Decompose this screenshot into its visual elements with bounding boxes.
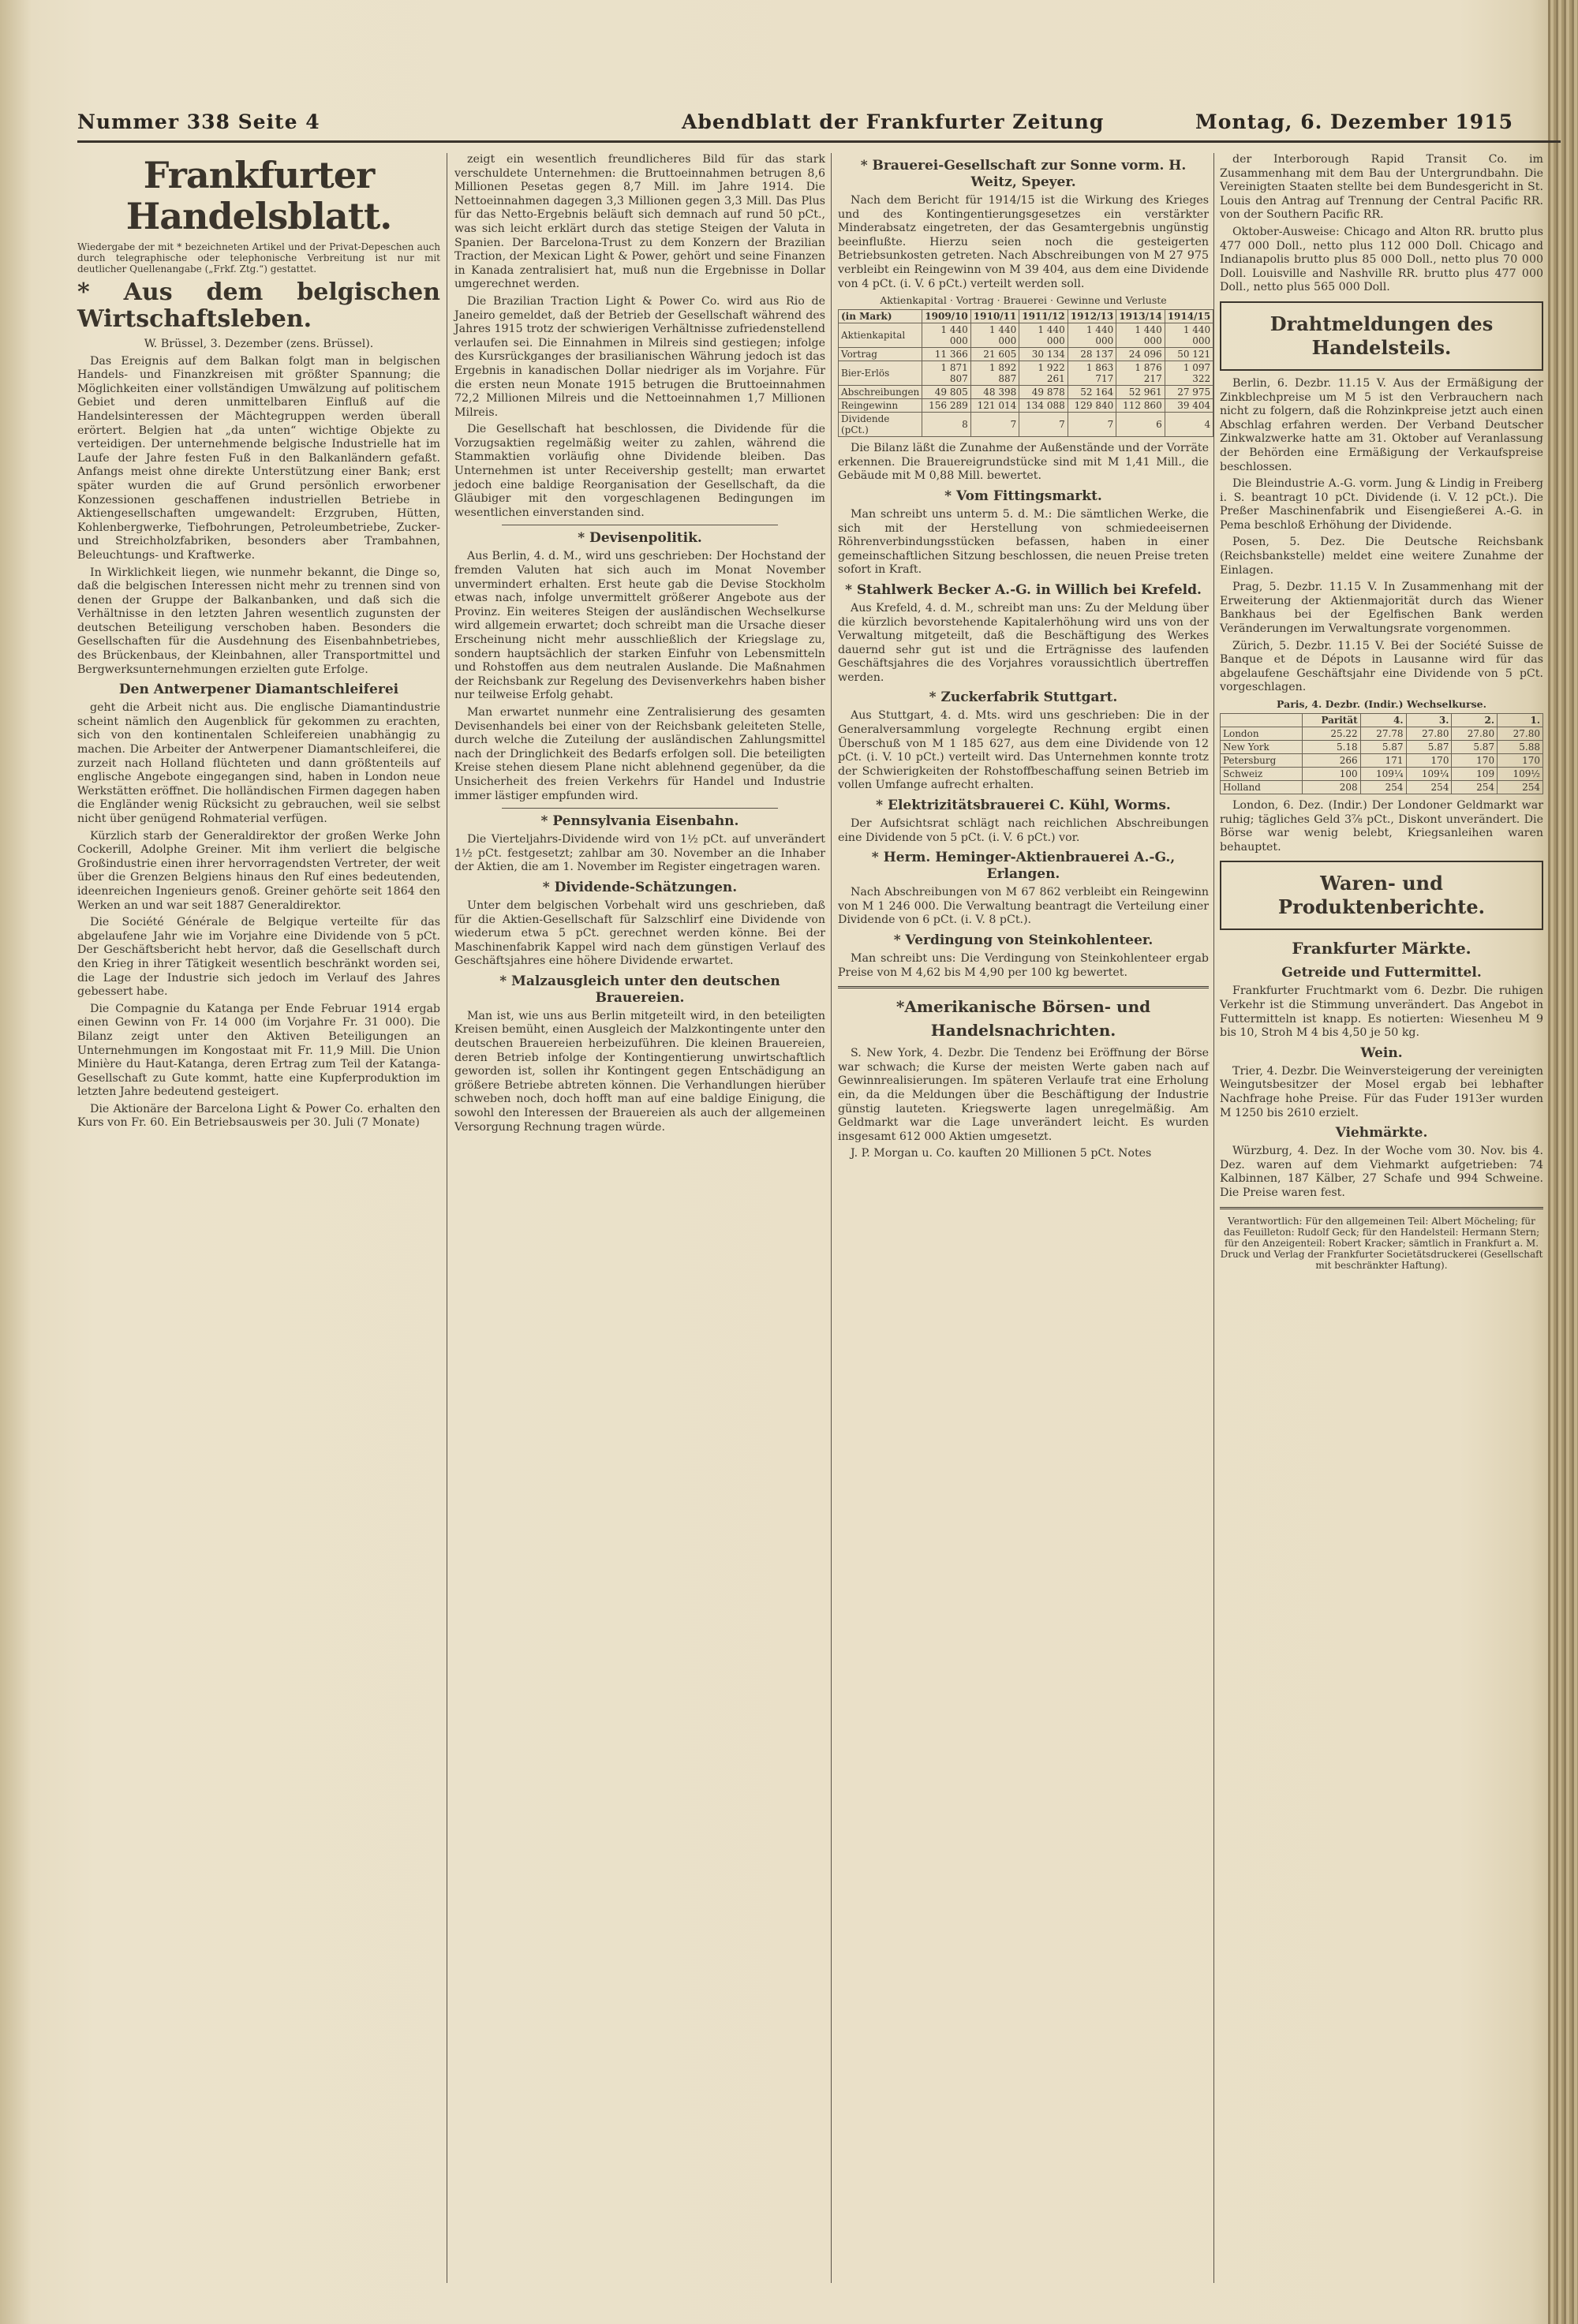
page-number: Nummer 338 Seite 4 (77, 110, 320, 133)
article-paragraph: Man schreibt uns: Die Verdingung von Steinkohlenteer ergab Preise von M 4,62 bis M 4,90 per 100 kg bewertet. (838, 952, 1209, 979)
table-header-cell (1221, 714, 1303, 727)
table-cell: 1 440 000 (1165, 323, 1213, 348)
table-cell: 27.80 (1452, 727, 1498, 741)
table-cell: 254 (1406, 781, 1452, 794)
article-paragraph: Oktober-Ausweise: Chicago and Alton RR. brutto plus 477 000 Doll., netto plus 112 000 Doll. Chicago and Indianapolis brutto plus 85 000 Doll., netto plus 70 000 Doll. Louisville and Nashville RR. brutto plus 477 000 Doll., netto plus 565 000 Doll. (1220, 225, 1543, 294)
table-cell: 6 (1116, 413, 1165, 437)
table-cell: 1 440 000 (970, 323, 1019, 348)
table-cell: 170 (1498, 754, 1543, 768)
table-cell: 27.80 (1498, 727, 1543, 741)
subheading: Getreide und Futtermittel. (1281, 965, 1482, 981)
section-title: Frankfurter Handelsblatt. (125, 154, 392, 237)
table-cell: 129 840 (1068, 399, 1116, 413)
table-header-cell: 1914/15 (1165, 310, 1213, 323)
section-heading: *Amerikanische Börsen- und Handelsnachrichten. (896, 997, 1151, 1041)
article-paragraph: Die Bilanz läßt die Zunahme der Außenstände und der Vorräte erkennen. Die Brauereigrundstücke sind mit M 1,41 Mill., die Gebäude mit M 0,88 Mill. bewertet. (838, 442, 1209, 483)
article-paragraph: Berlin, 6. Dezbr. 11.15 V. Aus der Ermäßigung der Zinkblechpreise um M 5 ist den Verbrauchern nach nicht zu folgern, daß die Rohzinkpreise jetzt auch einen Abschlag erfahren werden. Der Verband Deutscher Zinkwalzwerke hatte am 31. Oktober auf Veranlassung der Behörden eine Ermäßigung der Verkaufspreise beschlossen. (1220, 376, 1543, 473)
table-cell: New York (1221, 741, 1303, 754)
table-cell: 21 605 (970, 348, 1019, 361)
subheading: * Dividende-Schätzungen. (542, 879, 738, 895)
table-cell: 121 014 (970, 399, 1019, 413)
article-paragraph: Die Vierteljahrs-Dividende wird von 1½ pCt. auf unverändert 1½ pCt. festgesetzt; zahlbar am 30. November an die Inhaber der Aktien, die am 1. November im Register eingetragen waren. (454, 833, 825, 874)
table-row (839, 399, 1213, 413)
article-paragraph: Würzburg, 4. Dez. In der Woche vom 30. Nov. bis 4. Dez. waren auf dem Viehmarkt aufgetrieben: 74 Kalbinnen, 187 Kälber, 27 Schafe und 994 Schweine. Die Preise waren fest. (1220, 1145, 1543, 1199)
table-cell: Schweiz (1221, 768, 1303, 781)
table-cell: 24 096 (1116, 348, 1165, 361)
table-cell: 5.87 (1452, 741, 1498, 754)
divider (838, 986, 1209, 988)
column-3 (838, 153, 1209, 2283)
article-paragraph: geht die Arbeit nicht aus. Die englische Diamantindustrie scheint nämlich den Augenblick für gekommen zu erachten, sich von den kontinentalen Schleifereien unabhängig zu machen. Die Arbeiter der Antwerpener Diamantschleiferei, die zurzeit nach Holland flüchteten und dann größtenteils auf englische Angebote eingegangen sind, haben in London neue Werkstätten eröffnet. Die holländischen Firmen dagegen haben die Engländer wenig Rücksicht zu gebrauchen, weil sie selbst nicht über genügend Rohmaterial verfügen. (77, 701, 440, 825)
table-caption: Aktienkapital · Vortrag · Brauerei · Gewinne und Verluste (880, 294, 1167, 307)
table-header-cell: Parität (1302, 714, 1360, 727)
table-cell: 39 404 (1165, 399, 1213, 413)
masthead-title: Abendblatt der Frankfurter Zeitung (682, 110, 1105, 133)
article-paragraph: Man schreibt uns unterm 5. d. M.: Die sämtlichen Werke, die sich mit der Herstellung von schmiedeeisernen Röhrenverbindungsstücken befassen, haben in einer gemeinschaftlichen Sitzung beschlossen, die neuen Preise treten sofort in Kraft. (838, 507, 1209, 577)
subheading: * Devisenpolitik. (578, 530, 702, 547)
table-cell: 254 (1360, 781, 1406, 794)
table-cell: Holland (1221, 781, 1303, 794)
subheading: Wein. (1360, 1044, 1403, 1061)
section-heading: Drahtmeldungen des Handelsteils. (1270, 312, 1494, 359)
table-cell: 1 892 887 (970, 361, 1019, 386)
table-cell: 1 863 717 (1068, 361, 1116, 386)
table-cell: Bier-Erlös (839, 361, 922, 386)
issue-date: Montag, 6. Dezember 1915 (1195, 110, 1513, 133)
table-cell: 109¼ (1360, 768, 1406, 781)
article-paragraph: Die Brazilian Traction Light & Power Co. wird aus Rio de Janeiro gemeldet, daß der Betrieb der Gesellschaft während des Jahres 1915 trotz der schwierigen Verhältnisse zufriedenstellend verlaufen sei. Die Einnahmen in Milreis sind gestiegen; infolge des Kursrückganges der brasilianischen Währung jedoch ist das Ergebnis in kanadischen Dollar niedriger als im Vorjahre. Für die ersten neun Monate 1915 betrugen die Bruttoeinnahmen 72,2 Millionen Milreis und die Nettoeinnahmen 1,7 Millionen Milreis. (454, 294, 825, 419)
table-cell: Abschreibungen (839, 386, 922, 399)
table-cell: 25.22 (1302, 727, 1360, 741)
table-cell: 49 878 (1019, 386, 1068, 399)
table-header-cell: 4. (1360, 714, 1406, 727)
commodity-reports-box (1220, 861, 1543, 930)
article-paragraph: Die Aktionäre der Barcelona Light & Power Co. erhalten den Kurs von Fr. 60. Ein Betriebsausweis per 30. Juli (7 Monate) (77, 1102, 440, 1130)
table-cell: 1 097 322 (1165, 361, 1213, 386)
table-cell: 52 961 (1116, 386, 1165, 399)
imprint: Verantwortlich: Für den allgemeinen Teil: Albert Möcheling; für das Feuilleton: Rudolf Geck; für den Handelsteil: Hermann Stern; für den Anzeigenteil: Robert Kracker; sämtlich in Frankfurt a. M. Druck und Verlag der Frankfurter Societätsdruckerei (Gesellschaft mit beschränkter Haftung). (1220, 1215, 1543, 1271)
table-cell: Aktienkapital (839, 323, 922, 348)
wire-reports-box (1220, 301, 1543, 371)
section-heading: Frankfurter Märkte. (1292, 939, 1471, 958)
table-cell: 1 440 000 (1019, 323, 1068, 348)
article-paragraph: Die Compagnie du Katanga per Ende Februar 1914 ergab einen Gewinn von Fr. 14 000 (im Vorjahre Fr. 31 000). Die Bilanz zeigt unter den Aktiven Beteiligungen an Unternehmungen im Kongostaat mit Fr. 11,9 Mill. Die Union Minière du Haut-Katanga, deren Ertrag zum Teil der Katanga-Gesellschaft zu Gute kommt, hatte eine Kupferproduktion im letzten Jahre bedeutend gesteigert. (77, 1002, 440, 1099)
table-cell: Dividende (pCt.) (839, 413, 922, 437)
subheading: * Herm. Heminger-Aktienbrauerei A.-G., Erlangen. (871, 850, 1176, 883)
article-paragraph: Kürzlich starb der Generaldirektor der großen Werke John Cockerill, Adolphe Greiner. Mit ihm verliert die belgische Großindustrie einen ihrer hervorragendsten Vertreter, der weit über die Grenzen Belgiens hinaus den Ruf eines bedeutenden, ideenreichen Ingenieurs genoß. Greiner gehörte seit 1864 den Werken an und war seit 1887 Generaldirektor. (77, 829, 440, 912)
table-cell: 30 134 (1019, 348, 1068, 361)
column-rule (1213, 153, 1214, 2283)
article-paragraph: J. P. Morgan u. Co. kauften 20 Millionen 5 pCt. Notes (851, 1147, 1152, 1160)
article-paragraph: Unter dem belgischen Vorbehalt wird uns geschrieben, daß für die Aktien-Gesellschaft für Salzschlirf eine Dividende von wiederum etwa 5 pCt. gerechnet werden könne. Bei der Maschinenfabrik Kappel wird nach dem günstigen Verlauf des Geschäftsjahres eine höhere Dividende erwartet. (454, 899, 825, 968)
table-cell: 52 164 (1068, 386, 1116, 399)
book-binding-edge (1548, 0, 1578, 2324)
table-row (839, 348, 1213, 361)
page-header (77, 107, 1561, 143)
table-cell: Petersburg (1221, 754, 1303, 768)
table-header-cell: 3. (1406, 714, 1452, 727)
brewery-results-table (838, 309, 1213, 437)
table-cell: 28 137 (1068, 348, 1116, 361)
table-cell: 1 440 000 (922, 323, 970, 348)
divider (502, 808, 778, 809)
section-heading: Waren- und Produktenberichte. (1278, 872, 1485, 919)
table-cell: London (1221, 727, 1303, 741)
article-paragraph: S. New York, 4. Dezbr. Die Tendenz bei Eröffnung der Börse war schwach; die Kurse der meisten Werte gaben nach auf Gewinnrealisierungen. Im späteren Verlaufe trat eine Erholung ein, da die Meldungen über die Beschäftigung der Industrie günstig lauteten. Kriegswerte lagen unregelmäßig. Am Geldmarkt war die Lage unverändert leicht. Es wurden insgesamt 612 000 Aktien umgesetzt. (838, 1047, 1209, 1143)
table-cell: 1 440 000 (1116, 323, 1165, 348)
table-cell: Reingewinn (839, 399, 922, 413)
subheading: * Zuckerfabrik Stuttgart. (929, 689, 1118, 706)
table-header-cell: 1911/12 (1019, 310, 1068, 323)
article-paragraph: Die Gesellschaft hat beschlossen, die Dividende für die Vorzugsaktien regelmäßig weiter zu zahlen, während die Stammaktien vorläufig ohne Dividende bleiben. Das Unternehmen ist unter Receivership gestellt; man erwartet jedoch eine baldige Reorganisation der Gesellschaft, da die Gläubiger mit den vorgeschlagenen Bedingungen im wesentlichen einverstanden sind. (454, 423, 825, 519)
article-paragraph: Zürich, 5. Dezbr. 11.15 V. Bei der Société Suisse de Banque et de Dépots in Lausanne wird für das abgelaufene Geschäftsjahr eine Dividende von 5 pCt. vorgeschlagen. (1220, 639, 1543, 694)
table-header-cell: 1910/11 (970, 310, 1019, 323)
table-cell: 1 922 261 (1019, 361, 1068, 386)
table-cell: 48 398 (970, 386, 1019, 399)
table-cell: 5.18 (1302, 741, 1360, 754)
column-4 (1220, 153, 1543, 2283)
article-paragraph: Die Société Générale de Belgique verteilte für das abgelaufene Jahr wie im Vorjahre eine Dividende von 5 pCt. Der Geschäftsbericht hebt hervor, daß die Gesellschaft durch den Krieg in ihrer Tätigkeit wesentlich beschränkt worden sei, die Lage der Industrie sich jedoch im Verlauf des Jahres gebessert habe. (77, 916, 440, 999)
table-header-cell: (in Mark) (839, 310, 922, 323)
table-cell: Vortrag (839, 348, 922, 361)
subheading: Viehmärkte. (1335, 1125, 1428, 1141)
table-cell: 1 876 217 (1116, 361, 1165, 386)
column-1 (77, 153, 440, 2283)
article-paragraph: Trier, 4. Dezbr. Die Weinversteigerung der vereinigten Weingutsbesitzer der Mosel ergab bei lebhafter Nachfrage hohe Preise. Für das Fuder 1913er wurden M 1250 bis 2610 erzielt. (1220, 1064, 1543, 1119)
article-paragraph: Posen, 5. Dez. Die Deutsche Reichsbank (Reichsbankstelle) meldet eine weitere Zunahme der Einlagen. (1220, 536, 1543, 577)
column-2 (454, 153, 825, 2283)
table-cell: 170 (1452, 754, 1498, 768)
dateline: W. Brüssel, 3. Dezember (zens. Brüssel). (144, 338, 374, 350)
table-cell: 171 (1360, 754, 1406, 768)
subheading: * Pennsylvania Eisenbahn. (540, 813, 739, 830)
article-paragraph: Aus Krefeld, 4. d. M., schreibt man uns: Zu der Meldung über die kürzlich bevorstehende Kapitalerhöhung wird uns von der Verwaltung mitgeteilt, daß die Beschäftigung des Werkes dauernd sehr gut ist und die Erträgnisse des laufenden Geschäftsjahres die des Vorjahres voraussichtlich übertreffen werden. (838, 601, 1209, 684)
table-cell: 8 (922, 413, 970, 437)
table-cell: 7 (1068, 413, 1116, 437)
article-paragraph: Man erwartet nunmehr eine Zentralisierung des gesamten Devisenhandels bei einer von der Reichsbank geleiteten Stelle, durch welche die Zuteilung der ausländischen Zahlungsmittel nach der Dringlichkeit des Bedarfs erfolgen soll. Die beteiligten Kreise stehen diesem Plane nicht ablehnend gegenüber, da die Unsicherheit des freien Verkehrs für Handel und Industrie immer lästiger empfunden wird. (454, 705, 825, 802)
article-paragraph: zeigt ein wesentlich freundlicheres Bild für das stark verschuldete Unternehmen: die Bruttoeinnahmen betrugen 8,6 Millionen Pesetas gegen 8,7 Mill. im Jahre 1914. Die Nettoeinnahmen dagegen 3,3 Millionen gegen 3,3 Mill. Das Plus für das Netto-Ergebnis beläuft sich demnach auf rund 50 pCt., was sich leicht erklärt durch das stetige Steigen der Valuta in Spanien. Der Barcelona-Trust zu dem Konzern der Brazilian Traction, der Mexican Light & Power, gehört und seine Finanzen in Kanada zentralisiert hat, muß nun die Ergebnisse in Dollar umgerechnet werden. (454, 153, 825, 291)
table-cell: 100 (1302, 768, 1360, 781)
subheading: * Malzausgleich unter den deutschen Brauereien. (499, 973, 780, 1006)
table-cell: 1 871 807 (922, 361, 970, 386)
table-row (1221, 727, 1543, 741)
table-cell: 27 975 (1165, 386, 1213, 399)
table-cell: 156 289 (922, 399, 970, 413)
table-cell: 5.88 (1498, 741, 1543, 754)
divider (1220, 1207, 1543, 1209)
subheading: * Verdingung von Steinkohlenteer. (893, 932, 1154, 948)
exchange-rates-table (1220, 713, 1543, 794)
table-cell: 112 860 (1116, 399, 1165, 413)
table-cell: 50 121 (1165, 348, 1213, 361)
article-paragraph: Der Aufsichtsrat schlägt nach reichlichen Abschreibungen eine Dividende von 5 pCt. (i. V. 6 pCt.) vor. (838, 817, 1209, 844)
table-cell: 134 088 (1019, 399, 1068, 413)
table-row (1221, 754, 1543, 768)
article-paragraph: Frankfurter Fruchtmarkt vom 6. Dezbr. Die ruhigen Verkehr ist die Stimmung unverändert. Das Angebot in Futtermitteln ist knapp. Es notierten: Wiesenheu M 9 bis 10, Stroh M 4 bis 4,50 je 50 kg. (1220, 985, 1543, 1040)
article-paragraph: Man ist, wie uns aus Berlin mitgeteilt wird, in den beteiligten Kreisen bemüht, einen Ausgleich der Malzkontingente unter den deutschen Brauereien herbeizuführen. Die kleinen Brauereien, deren Betrieb infolge der Kontingentierung unwirtschaftlich geworden ist, sollen ihr Kontingent gegen Entschädigung an größere Betriebe abtreten können. Die Verhandlungen hierüber schweben noch, doch hofft man auf eine baldige Einigung, die sowohl den Interessen der Brauereien als auch der allgemeinen Versorgung Rechnung tragen würde. (454, 1009, 825, 1134)
article-paragraph: Nach Abschreibungen von M 67 862 verbleibt ein Reingewinn von M 1 246 000. Die Verwaltung beantragt die Verteilung einer Dividende von 6 pCt. (i. V. 8 pCt.). (838, 886, 1209, 927)
subheading: * Brauerei-Gesellschaft zur Sonne vorm. H. Weitz, Speyer. (860, 158, 1187, 190)
table-cell: 7 (1019, 413, 1068, 437)
subheading: * Elektrizitätsbrauerei C. Kühl, Worms. (876, 798, 1171, 814)
table-header-cell: 1. (1498, 714, 1543, 727)
article-paragraph: Aus Berlin, 4. d. M., wird uns geschrieben: Der Hochstand der fremden Valuten hat sich auch im Monat November unvermindert erhalten. Erst heute gab die Devise Stockholm etwas nach, infolge unvermittelt größerer Angebote aus der Provinz. Ein weiteres Steigen der ausländischen Wechselkurse wird allgemein erwartet; doch schreibt man die Ursache dieser Erscheinung nicht mehr ausschließlich der Kriegslage zu, sondern hauptsächlich der starken Einfuhr von Lebensmitteln und Rohstoffen aus dem neutralen Auslande. Die Maßnahmen der Reichsbank zur Regelung des Devisenverkehrs haben bisher nur teilweise Erfolg gehabt. (454, 550, 825, 702)
table-row (1221, 781, 1543, 794)
table-cell: 5.87 (1360, 741, 1406, 754)
table-cell: 11 366 (922, 348, 970, 361)
table-cell: 5.87 (1406, 741, 1452, 754)
table-header-cell: 2. (1452, 714, 1498, 727)
table-row (1221, 741, 1543, 754)
subheading: * Stahlwerk Becker A.-G. in Willich bei Krefeld. (845, 581, 1202, 598)
table-row (839, 323, 1213, 348)
table-row (839, 386, 1213, 399)
article-paragraph: In Wirklichkeit liegen, wie nunmehr bekannt, die Dinge so, daß die belgischen Interessen nicht mehr zu trennen sind von denen der Gruppe der Balkanbanken, und daß sich die Verhältnisse in den letzten Jahren wesentlich zugunsten der deutschen Beteiligung verschoben haben. Besonders die Gesellschaften für die Ausdehnung des Eisenbahnbetriebes, des Brückenbaus, der Kleinbahnen, aller Transportmittel und Bergwerksunternehmungen erzielten gute Erfolge. (77, 566, 440, 676)
subheading: * Vom Fittingsmarkt. (944, 488, 1102, 504)
article-paragraph: Prag, 5. Dezbr. 11.15 V. In Zusammenhang mit der Erweiterung der Aktienmajorität durch das Wiener Bankhaus bei der Egelfischen Bank werden Veränderungen im Verwaltungsrate vorgenommen. (1220, 581, 1543, 636)
table-cell: 109¼ (1406, 768, 1452, 781)
subheading: Den Antwerpener Diamantschleiferei (118, 682, 399, 698)
table-header-cell: 1909/10 (922, 310, 970, 323)
table-cell: 27.80 (1406, 727, 1452, 741)
table-cell: 27.78 (1360, 727, 1406, 741)
article-paragraph: London, 6. Dez. (Indir.) Der Londoner Geldmarkt war ruhig; tägliches Geld 3⅞ pCt., Diskont unverändert. Die Börse war wenig belebt, Kriegsanleihen waren behauptet. (1220, 799, 1543, 854)
table-cell: 4 (1165, 413, 1213, 437)
table-cell: 266 (1302, 754, 1360, 768)
table-row (839, 413, 1213, 437)
table-cell: 254 (1498, 781, 1543, 794)
table-header-cell: 1913/14 (1116, 310, 1165, 323)
table-cell: 170 (1406, 754, 1452, 768)
article-paragraph: der Interborough Rapid Transit Co. im Zusammenhang mit dem Bau der Untergrundbahn. Die Vereinigten Staaten stellte bei dem Bundesgericht in St. Louis den Antrag auf Trennung der Central Pacific RR. von der Southern Pacific RR. (1220, 153, 1543, 222)
table-row (839, 361, 1213, 386)
article-heading: * Aus dem belgischen Wirtschaftsleben. (77, 278, 440, 333)
table-header-cell: 1912/13 (1068, 310, 1116, 323)
table-cell: 1 440 000 (1068, 323, 1116, 348)
table-row (1221, 768, 1543, 781)
table-cell: 208 (1302, 781, 1360, 794)
table-cell: 109½ (1498, 768, 1543, 781)
table-cell: 109 (1452, 768, 1498, 781)
article-paragraph: Das Ereignis auf dem Balkan folgt man in belgischen Handels- und Finanzkreisen mit größter Spannung; die Möglichkeiten einer vollständigen Umwälzung auf politischem Gebiet und deren unmittelbaren Einfluß auf die Handelsinteressen der Mächtegruppen werden überall erörtert. Belgien hat „da unten“ wichtige Objekte zu verteidigen. Der unternehmende belgische Industrielle hat im Laufe der Jahre festen Fuß in den Balkanländern gefaßt. Anfangs meist ohne direkte Unterstützung einer Bank; erst später wurden die auf Grund persönlich erworbener Konzessionen geschaffenen industriellen Betriebe in Aktiengesellschaften umgewandelt: Erzgruben, Hütten, Kohlenbergwerke, Tiefbohrungen, Petroleumbetriebe, Zucker- und Streichholzfabriken, besonders aber Trambahnen, Beleuchtungs- und Kraftwerke. (77, 354, 440, 562)
table-cell: 254 (1452, 781, 1498, 794)
article-paragraph: Die Bleindustrie A.-G. vorm. Jung & Lindig in Freiberg i. S. beantragt 10 pCt. Dividende (i. V. 12 pCt.). Die Preßer Maschinenfabrik und Eisengießerei A.-G. in Pema beschloß Erhöhung der Dividende. (1220, 477, 1543, 532)
article-paragraph: Nach dem Bericht für 1914/15 ist die Wirkung des Krieges und des Kontingentierungsgesetzes ein verstärkter Minderabsatz eingetreten, der das Gesamtergebnis ungünstig beeinflußte. Hierzu seien noch die gesteigerten Betriebsunkosten getreten. Nach Abschreibungen von M 27 975 verbleibt ein Reingewinn von M 39 404, aus dem eine Dividende von 4 pCt. (i. V. 6 pCt.) verteilt werden soll. (838, 194, 1209, 290)
reprint-note: Wiedergabe der mit * bezeichneten Artikel und der Privat-Depeschen auch durch telegraphische oder telephonische Verbreitung ist nur mit deutlicher Quellenangabe („Frkf. Ztg.“) gestattet. (77, 241, 440, 275)
table-cell: 49 805 (922, 386, 970, 399)
table-cell: 7 (970, 413, 1019, 437)
article-paragraph: Aus Stuttgart, 4. d. Mts. wird uns geschrieben: Die in der Generalversammlung vorgelegte Rechnung ergibt einen Überschuß von M 1 185 627, aus dem eine Dividende von 12 pCt. (i. V. 10 pCt.) verteilt wird. Das Unternehmen konnte trotz der Schwierigkeiten der Rohstoffbeschaffung seinen Betrieb im vollen Umfange aufrecht erhalten. (838, 709, 1209, 792)
column-rule (831, 153, 832, 2283)
table-caption: Paris, 4. Dezbr. (Indir.) Wechselkurse. (1277, 698, 1486, 710)
